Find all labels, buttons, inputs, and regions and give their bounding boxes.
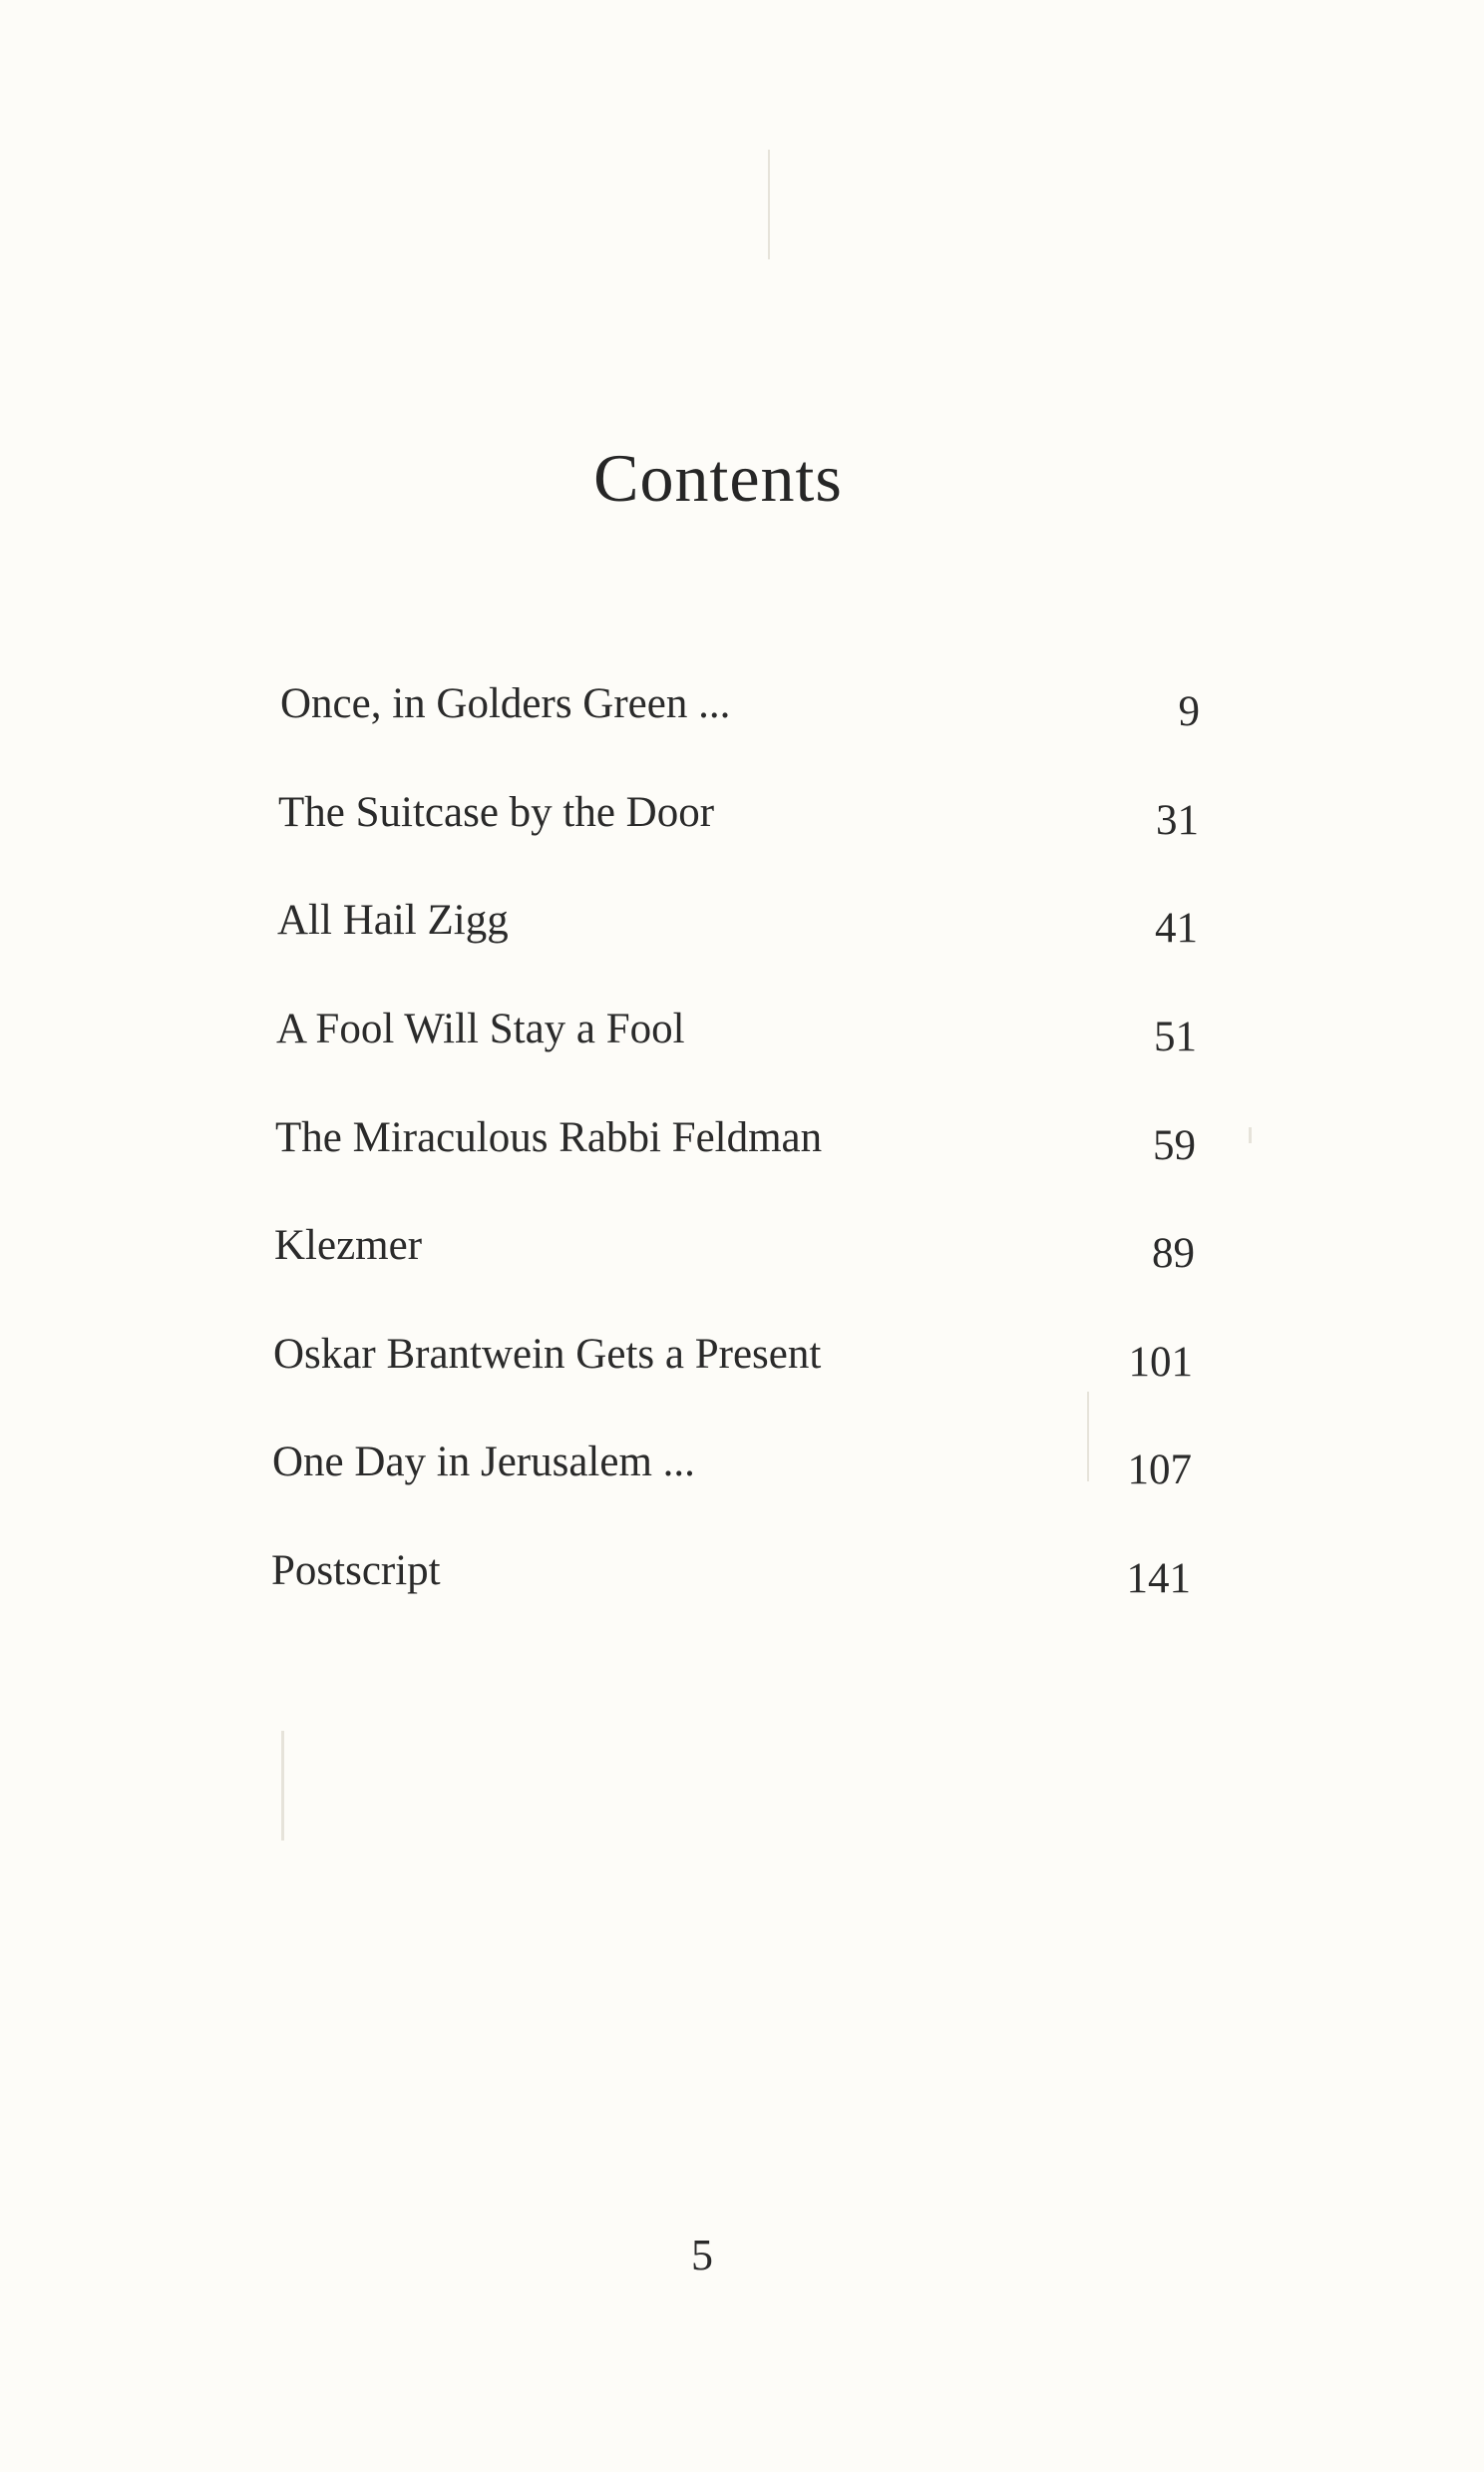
toc-entry-page: 141: [1126, 1555, 1191, 1602]
toc-entry-page: 107: [1127, 1446, 1192, 1493]
toc-entry: [277, 891, 1198, 951]
toc-entry-page: 9: [1178, 688, 1200, 735]
toc-entry-page: 41: [1155, 905, 1198, 952]
toc-entry: [272, 1433, 1192, 1492]
toc-entry: [275, 1108, 1196, 1168]
toc-entry-page: 51: [1154, 1014, 1197, 1060]
toc-entry-title: A Fool Will Stay a Fool: [276, 1006, 685, 1052]
toc-entry-title: The Miraculous Rabbi Feldman: [275, 1114, 823, 1161]
toc-entry-title: All Hail Zigg: [277, 897, 509, 944]
toc-entry-page: 89: [1152, 1230, 1195, 1277]
toc-entry: [278, 783, 1199, 843]
toc-entry: [280, 674, 1200, 734]
toc-entry: [274, 1216, 1195, 1276]
toc-entry-title: One Day in Jerusalem ...: [272, 1439, 695, 1485]
page-title: Contents: [593, 440, 843, 516]
toc-entry-page: 101: [1128, 1339, 1193, 1386]
page-number: 5: [691, 2231, 713, 2279]
toc-entry: [273, 1325, 1193, 1385]
toc-entry-title: Postscript: [271, 1547, 441, 1594]
toc-entry-title: Klezmer: [274, 1222, 423, 1269]
toc-entry-title: Once, in Golders Green ...: [280, 680, 731, 727]
toc-entry: [276, 1000, 1197, 1059]
toc-entry-page: 31: [1156, 797, 1199, 844]
toc-entry: [271, 1541, 1191, 1601]
toc-entry-title: The Suitcase by the Door: [278, 789, 715, 836]
toc-entry-page: 59: [1153, 1122, 1196, 1169]
toc-entry-title: Oskar Brantwein Gets a Present: [273, 1331, 822, 1378]
